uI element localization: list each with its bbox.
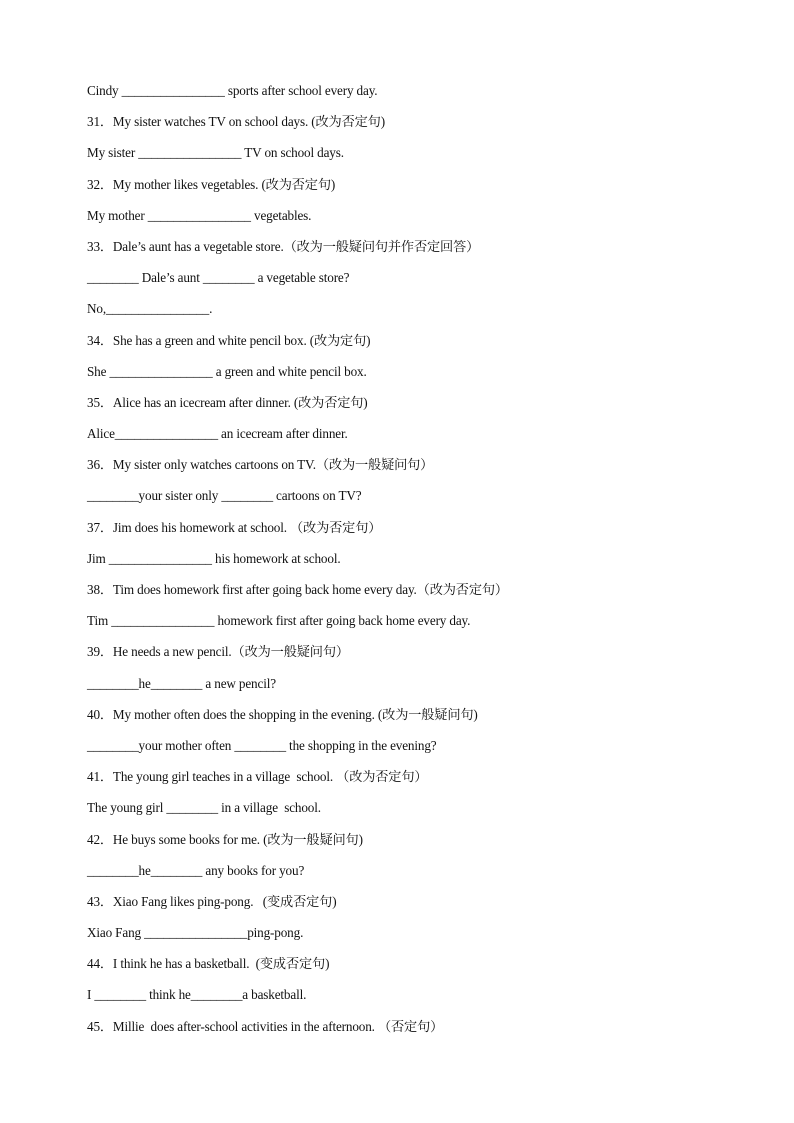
question-43: 43．Xiao Fang likes ping-pong. (变成否定句) (87, 893, 337, 909)
answer-line-42: ________he________ any books for you? (87, 862, 305, 878)
question-42: 42．He buys some books for me. (改为一般疑问句) (87, 831, 363, 847)
answer-line-33a: ________ Dale’s aunt ________ a vegetable store? (87, 270, 350, 286)
answer-line-31: My sister ________________ TV on school days. (87, 145, 344, 161)
answer-line-40: ________your mother often ________ the shopping in the evening? (87, 737, 437, 753)
answer-line-43: Xiao Fang ________________ping-pong. (87, 925, 304, 941)
answer-line-32: My mother ________________ vegetables. (87, 207, 312, 223)
answer-line-30: Cindy ________________ sports after school every day. (87, 83, 378, 98)
answer-line-36: ________your sister only ________ cartoons on TV? (87, 488, 362, 504)
question-36: 36．My sister only watches cartoons on TV.（改为一般疑问句） (87, 457, 434, 473)
question-31: 31．My sister watches TV on school days. (改为否定句) (87, 114, 385, 130)
answer-line-34: She ________________ a green and white pencil box. (87, 363, 367, 379)
question-38: 38．Tim does homework first after going back home every day.（改为否定句） (87, 582, 508, 597)
question-39: 39．He needs a new pencil.（改为一般疑问句） (87, 644, 349, 660)
worksheet-page (87, 78, 727, 1045)
answer-line-38: Tim ________________ homework first after going back home every day. (87, 613, 471, 629)
question-44: 44．I think he has a basketball. (变成否定句) (87, 956, 330, 972)
question-32: 32．My mother likes vegetables. (改为否定句) (87, 176, 336, 192)
answer-line-33b: No,________________. (87, 301, 213, 317)
question-37: 37．Jim does his homework at school. （改为否定句） (87, 519, 382, 535)
answer-line-37: Jim ________________ his homework at school. (87, 550, 341, 566)
question-33: 33．Dale’s aunt has a vegetable store.（改为一般疑问句并作否定回答） (87, 238, 480, 254)
question-41: 41．The young girl teaches in a village school. （改为否定句） (87, 769, 428, 785)
question-34: 34．She has a green and white pencil box. (改为定句) (87, 332, 371, 348)
answer-line-39: ________he________ a new pencil? (87, 675, 276, 691)
answer-line-41: The young girl ________ in a village school. (87, 800, 321, 816)
answer-line-35: Alice________________ an icecream after dinner. (87, 426, 348, 442)
question-45: 45．Millie does after-school activities in the afternoon. （否定句） (87, 1018, 444, 1034)
question-40: 40．My mother often does the shopping in the evening. (改为一般疑问句) (87, 706, 478, 722)
answer-line-44: I ________ think he________a basketball. (87, 987, 307, 1003)
question-35: 35．Alice has an icecream after dinner. (改为否定句) (87, 394, 368, 410)
